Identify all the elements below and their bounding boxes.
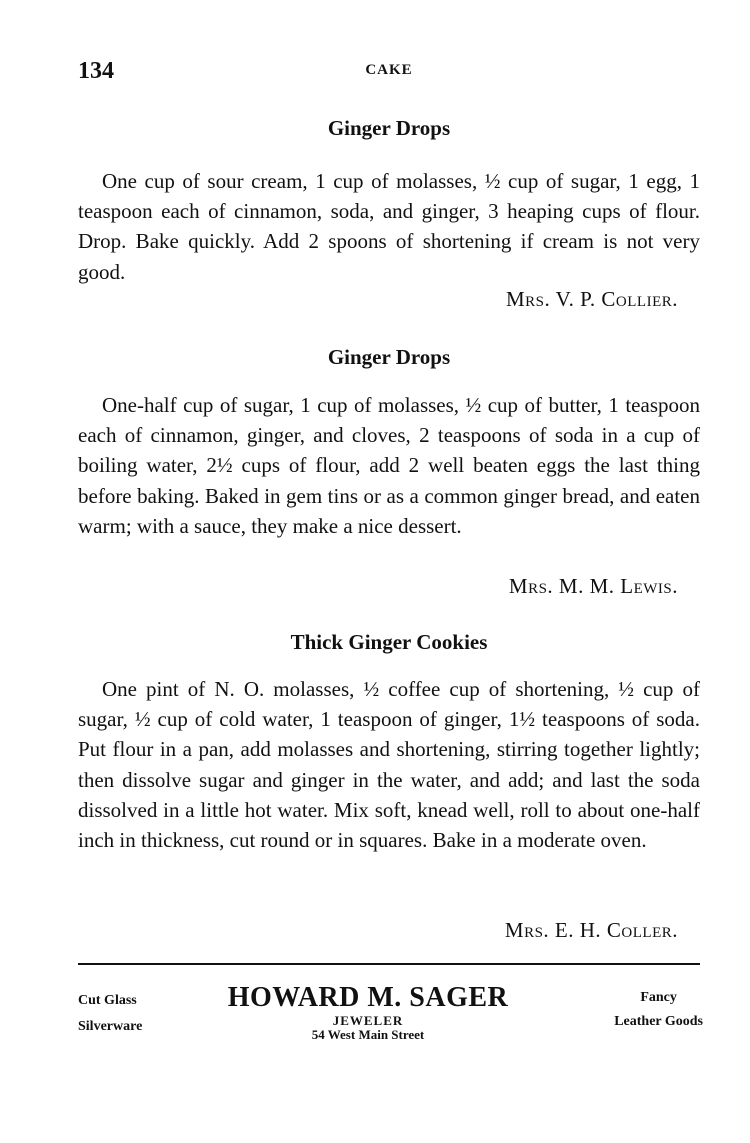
recipe-title: Ginger Drops: [327, 345, 451, 369]
footer-divider: [78, 963, 700, 965]
recipe-title: Ginger Drops: [327, 116, 451, 140]
ad-right-line: Fancy: [640, 990, 677, 1005]
recipe-contributor: Mrs. M. M. Lewis.: [508, 574, 678, 598]
recipe-contributor: Mrs. E. H. Coller.: [504, 918, 678, 942]
recipe-title: Thick Ginger Cookies: [290, 630, 488, 654]
page-number: 134: [78, 58, 114, 84]
page-header: [78, 58, 700, 88]
recipe-body: [78, 166, 700, 287]
advertisement: [78, 982, 703, 1052]
recipe-text: One pint of N. O. molasses, ½ coffee cup of shortening, ½ cup of sugar, ½ cup of cold water, 1 teaspoon of ginger, 1½ teaspoons of soda. Put flour in a pan, add molasses and shortening, stirring together lightly; then dissolve sugar and ginger in the water, and add; and last the soda dissolved in a little hot water. Mix soft, knead well, roll to about one-half inch in thickness, cut round or in squares. Bake in a moderate oven.: [78, 677, 700, 853]
recipe-body: [78, 674, 700, 855]
running-head: CAKE: [365, 62, 413, 78]
ad-trade: JEWELER: [332, 1013, 404, 1028]
ad-left-line: Cut Glass: [78, 993, 137, 1008]
recipe-text: One cup of sour cream, 1 cup of molasses, ½ cup of sugar, 1 egg, 1 teaspoon each of cinnamon, soda, and ginger, 3 heaping cups of flour. Drop. Bake quickly. Add 2 spoons of shortening if cream is not very good.: [78, 169, 700, 284]
ad-left-column: [78, 988, 142, 1040]
ad-center-column: [208, 982, 528, 1042]
ad-address: 54 West Main Street: [311, 1027, 425, 1042]
recipe-body: [78, 390, 700, 541]
ad-business-name: HOWARD M. SAGER: [227, 982, 509, 1013]
recipe-contributor: Mrs. V. P. Collier.: [505, 287, 678, 311]
ad-left-line: Silverware: [78, 1019, 143, 1034]
recipe-text: One-half cup of sugar, 1 cup of molasses, ½ cup of butter, 1 teaspoon each of cinnamon, ginger, and cloves, 2 teaspoons of soda in a cup of boiling water, 2½ cups of flour, add 2 well beaten eggs the last thing before baking. Baked in gem tins or as a common ginger bread, and eaten warm; with a sauce, they make a nice dessert.: [78, 393, 700, 538]
ad-right-column: [614, 986, 703, 1034]
ad-right-line: Leather Goods: [614, 1014, 703, 1029]
